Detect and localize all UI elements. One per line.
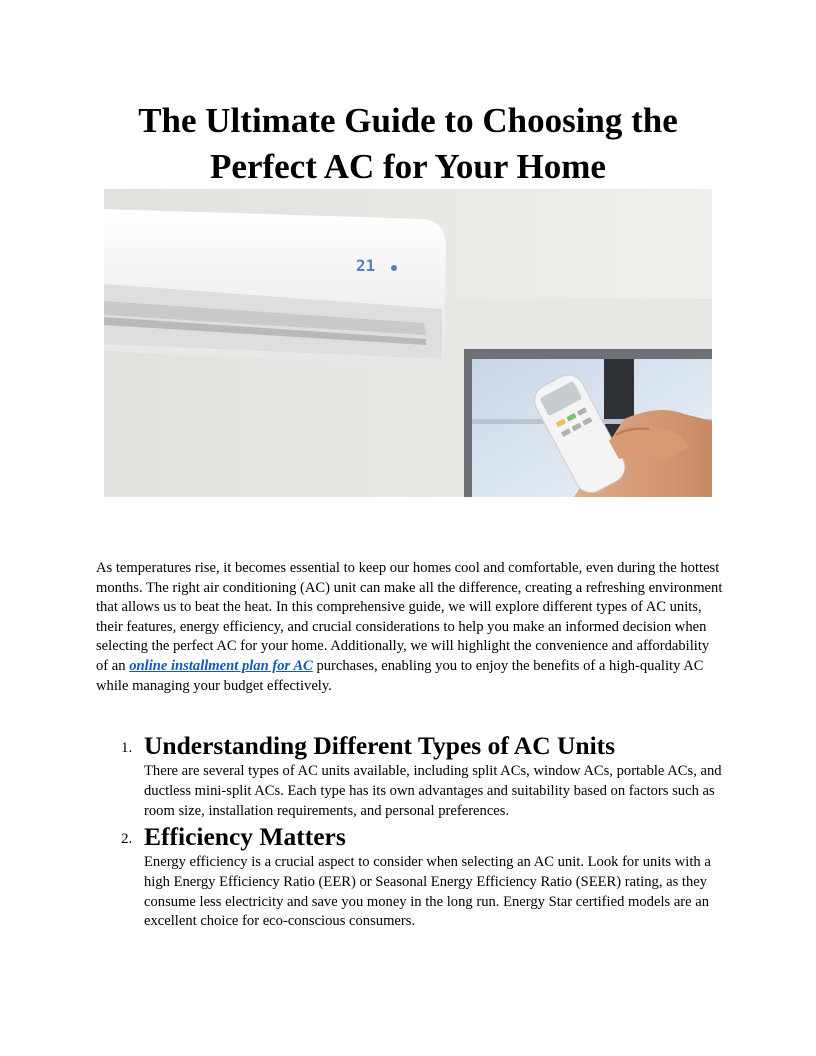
section-heading: Understanding Different Types of AC Units bbox=[144, 731, 616, 760]
hero-image-air-conditioner bbox=[104, 189, 712, 497]
ac-illustration bbox=[104, 189, 712, 497]
intro-text-before-link: As temperatures rise, it becomes essential to keep our homes cool and comfortable, even during the hottest months. The right air conditioning (AC) unit can make all the difference, creating a refreshing environment that allows us to beat the heat. In this comprehensive guide, we will explore different types of AC units, their features, energy efficiency, and crucial considerations to help you make an informed decision when selecting the perfect AC for your home. Additionally, we will highlight the convenience and affordability of an bbox=[96, 560, 723, 674]
section-body: Energy efficiency is a crucial aspect to consider when selecting an AC unit. Look for units with a high Energy Efficiency Ratio (EER) or Seasonal Energy Efficiency Ratio (SEER) rating, as they consume less electricity and save you money in the long run. Energy Star certified models are an excellent choice for eco-conscious consumers. bbox=[144, 854, 711, 930]
section-number: 1. bbox=[121, 740, 133, 756]
ac-unit bbox=[104, 209, 446, 367]
document-title bbox=[60, 98, 756, 190]
title-line-1: The Ultimate Guide to Choosing the bbox=[138, 101, 678, 140]
section-number: 2. bbox=[121, 831, 133, 847]
intro-text-after-link: purchases, enabling you to enjoy the benefits of a high-quality AC while managing your budget effectively. bbox=[96, 657, 704, 694]
section-heading: Efficiency Matters bbox=[144, 822, 346, 851]
intro-paragraph bbox=[96, 559, 724, 696]
section-body: There are several types of AC units available, including split ACs, window ACs, portable ACs, and ductless mini-split ACs. Each type has its own advantages and suitability based on factors such as room size, installation requirements, and personal preferences. bbox=[144, 763, 722, 819]
installment-plan-link[interactable]: online installment plan for AC bbox=[129, 657, 313, 674]
ac-display: 21 bbox=[356, 256, 376, 275]
title-line-2: Perfect AC for Your Home bbox=[210, 147, 606, 186]
